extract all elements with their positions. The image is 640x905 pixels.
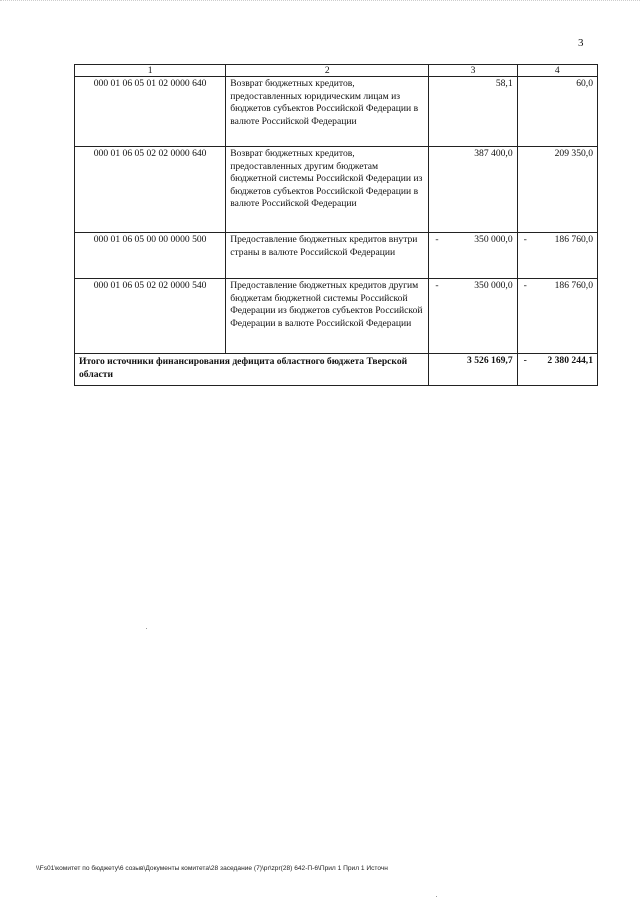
col3-value: 350 000,0: [474, 234, 513, 245]
budget-code-cell: 000 01 06 05 02 02 0000 640: [75, 147, 226, 233]
table-row: [75, 77, 598, 147]
scan-speck: [146, 628, 147, 629]
total-row: [75, 354, 598, 386]
page-number: 3: [578, 37, 584, 49]
col3-sign: [433, 78, 435, 91]
col4-value: 186 760,0: [554, 280, 593, 291]
table-row: [75, 233, 598, 279]
table-row: [75, 147, 598, 233]
table-row: [75, 279, 598, 354]
description-cell: Возврат бюджетных кредитов, предоставленных другим бюджетам бюджетной системы Российской Федерации из бюджетов субъектов Российской Федерации в валюте Российской Федерации: [226, 147, 429, 233]
scan-speck: [436, 896, 437, 897]
file-path-footer: \\Fs01\комитет по бюджету\6 созыв\Документы комитета\28 заседание (7)\pr\zpr(28) 642-П-6\Прил 1 Прил 1 Источн: [36, 865, 388, 872]
col3-value: 58,1: [495, 78, 513, 89]
total-col4-value: 2 380 244,1: [547, 355, 593, 366]
col4-cell: [517, 147, 597, 233]
col3-sign: [433, 148, 435, 161]
col3-value: 350 000,0: [474, 280, 513, 291]
total-col3-cell: [429, 354, 517, 386]
header-col-1: 1: [75, 65, 226, 77]
budget-code-cell: 000 01 06 05 02 02 0000 540: [75, 279, 226, 354]
col4-value: 60,0: [576, 78, 593, 89]
header-col-3: 3: [429, 65, 517, 77]
total-label: Итого источники финансирования дефицита областного бюджета Тверской области: [75, 354, 429, 386]
financing-sources-table: [74, 64, 598, 386]
total-col3-value: 3 526 169,7: [467, 355, 513, 366]
total-col4-cell: [517, 354, 597, 386]
total-col3-sign: [433, 355, 435, 368]
total-col4-sign: -: [523, 355, 527, 366]
col3-sign: -: [435, 234, 439, 245]
col4-sign: -: [523, 234, 527, 245]
header-col-4: 4: [517, 65, 597, 77]
budget-code-cell: 000 01 06 05 00 00 0000 500: [75, 233, 226, 279]
col3-cell: [429, 279, 517, 354]
description-cell: Предоставление бюджетных кредитов другим бюджетам бюджетной системы Российской Федерации из бюджетов субъектов Российской Федерации в валюте Российской Федерации: [226, 279, 429, 354]
col4-sign: [522, 148, 524, 161]
col4-cell: [517, 77, 597, 147]
col3-cell: [429, 233, 517, 279]
col3-value: 387 400,0: [474, 148, 513, 159]
col4-sign: -: [523, 280, 527, 291]
table-header-row: [75, 65, 598, 77]
col3-sign: -: [435, 280, 439, 291]
col4-cell: [517, 279, 597, 354]
col4-value: 186 760,0: [554, 234, 593, 245]
col4-cell: [517, 233, 597, 279]
col4-sign: [522, 78, 524, 91]
col3-cell: [429, 147, 517, 233]
description-cell: Предоставление бюджетных кредитов внутри страны в валюте Российской Федерации: [226, 233, 429, 279]
description-cell: Возврат бюджетных кредитов, предоставленных юридическим лицам из бюджетов субъектов Российской Федерации в валюте Российской Федерации: [226, 77, 429, 147]
budget-code-cell: 000 01 06 05 01 02 0000 640: [75, 77, 226, 147]
col3-cell: [429, 77, 517, 147]
header-col-2: 2: [226, 65, 429, 77]
scan-edge-noise: [0, 0, 640, 7]
col4-value: 209 350,0: [554, 148, 593, 159]
